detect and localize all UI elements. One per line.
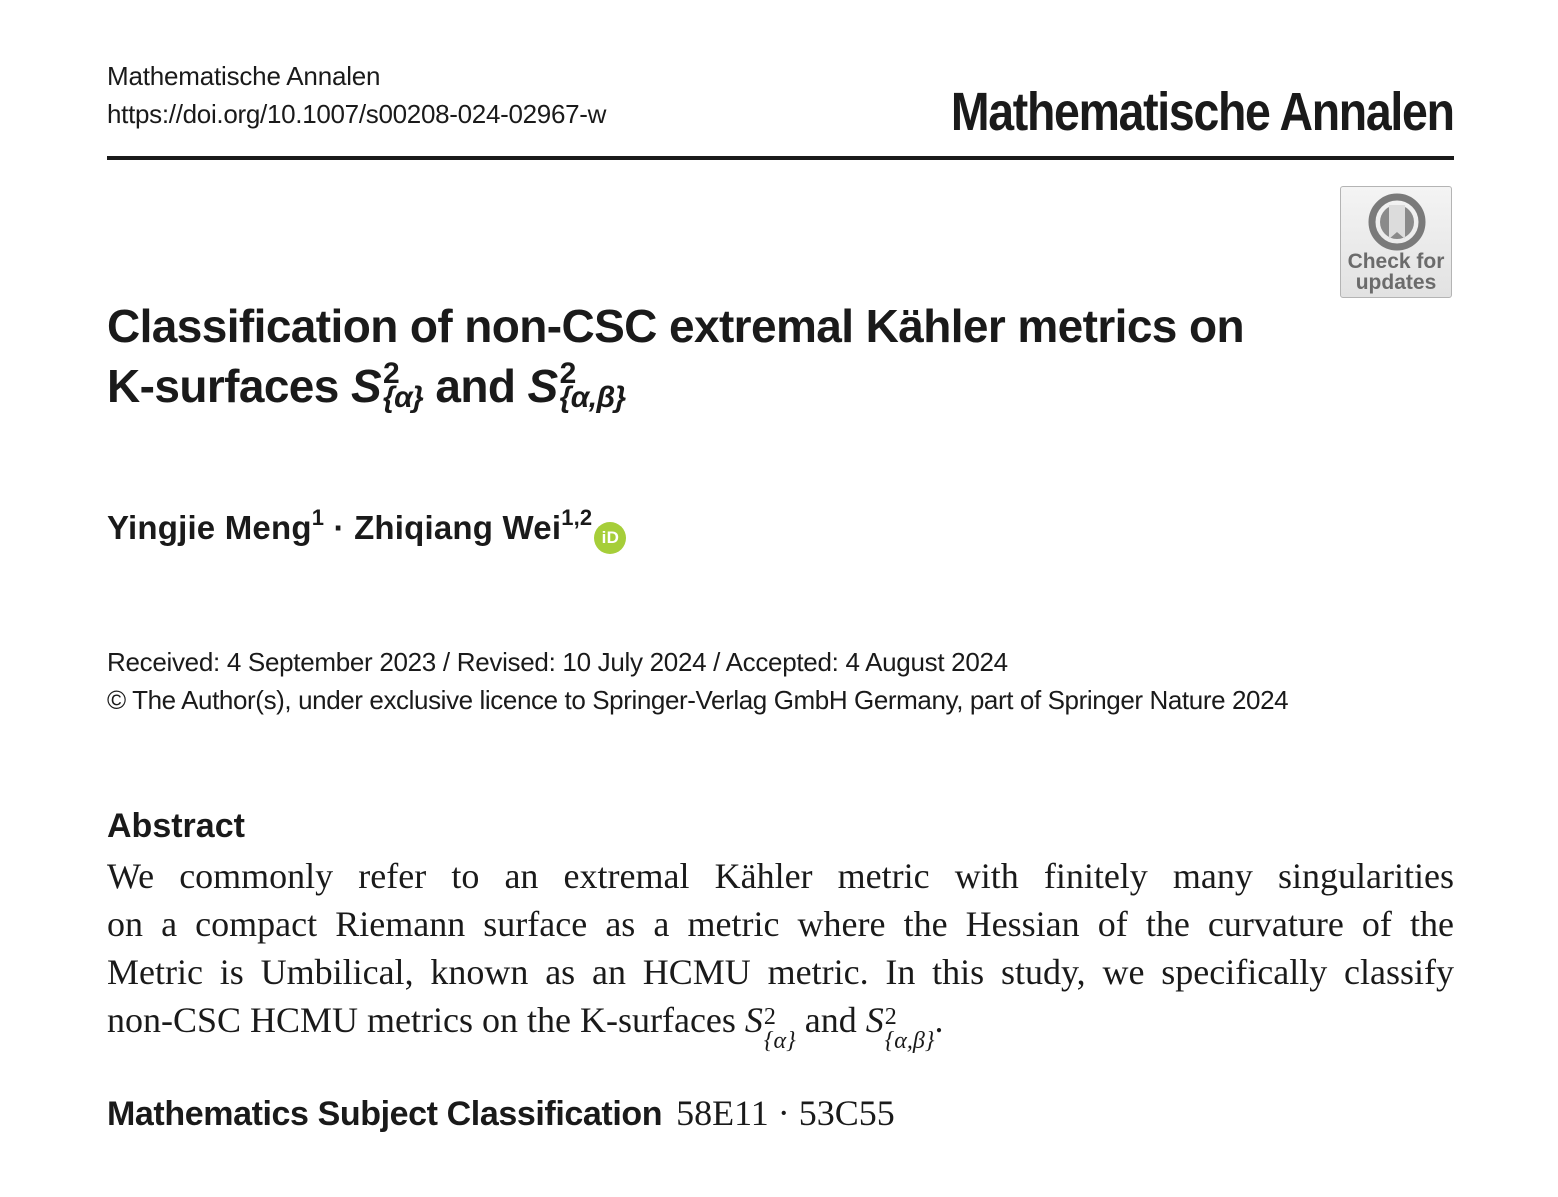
copyright-notice: © The Author(s), under exclusive licence to Springer-Verlag GmbH Germany, part of Springer Nature 2024: [107, 685, 1289, 715]
author-name[interactable]: Yingjie Meng: [107, 509, 312, 546]
publication-dates: Received: 4 September 2023 / Revised: 10 July 2024 / Accepted: 4 August 2024: [107, 647, 1008, 677]
abstract-body: [107, 852, 1454, 1053]
abstract-surface-1-sub: {α}: [763, 1028, 796, 1055]
author-separator: ·: [324, 509, 355, 546]
title-surface-2-base: S: [527, 360, 558, 412]
crossmark-label-line1: Check for: [1347, 250, 1445, 273]
abstract-line: Metric is Umbilical, known as an HCMU metric. In this study, we specifically classify: [107, 952, 1454, 992]
author-affiliation: 1: [311, 505, 325, 530]
title-connector: and: [423, 360, 528, 412]
author-name[interactable]: Zhiqiang Wei: [354, 509, 562, 546]
abstract-surface-2-sub: {α,β}: [884, 1028, 935, 1055]
msc-codes: 58E11 · 53C55: [676, 1093, 895, 1133]
crossmark-label-line2: updates: [1355, 271, 1437, 294]
check-for-updates-button[interactable]: [1340, 186, 1452, 298]
abstract-surface-2: S: [865, 1000, 884, 1040]
title-surface-1: [351, 356, 423, 416]
title-surface-2-sup: 2: [559, 356, 576, 390]
abstract-surface-1-sup: 2: [763, 1004, 776, 1031]
title-line-2: [107, 356, 1307, 416]
title-surface-1-sup: 2: [383, 356, 400, 390]
title-line-2-prefix: K-surfaces: [107, 360, 351, 412]
abstract-surface-2-sup: 2: [884, 1004, 897, 1031]
journal-logo: Mathematische Annalen: [951, 82, 1454, 142]
title-surface-1-base: S: [350, 360, 382, 412]
abstract-line-4-end: .: [934, 1000, 944, 1040]
journal-name: Mathematische Annalen: [107, 61, 381, 91]
abstract-line: We commonly refer to an extremal Kähler metric with finitely many singularities: [107, 856, 1454, 896]
header-rule: [107, 156, 1454, 160]
title-line-1: Classification of non-CSC extremal Kähler metrics on: [107, 300, 1244, 352]
author-affiliation: 1,2: [561, 505, 593, 530]
title-surface-1-sub: {α}: [383, 380, 424, 414]
abstract-line: on a compact Riemann surface as a metric where the Hessian of the curvature of the: [107, 904, 1454, 944]
msc-label: Mathematics Subject Classification: [107, 1095, 663, 1133]
abstract-line-4-prefix: non-CSC HCMU metrics on the K-surfaces: [107, 1000, 745, 1040]
abstract-line-4-connector: and: [795, 1000, 866, 1040]
abstract-line: [107, 996, 1454, 1053]
title-surface-2: [528, 356, 626, 416]
crossmark-icon: [1368, 193, 1426, 251]
msc-classification: [107, 1092, 895, 1135]
title-surface-2-sub: {α,β}: [559, 380, 626, 414]
orcid-icon[interactable]: iD: [594, 522, 626, 554]
doi-link[interactable]: https://doi.org/10.1007/s00208-024-02967-w: [107, 99, 607, 129]
abstract-surface-1: S: [744, 1000, 763, 1040]
author-list: [107, 496, 626, 554]
paper-title: [107, 296, 1307, 416]
abstract-heading: Abstract: [107, 807, 245, 845]
